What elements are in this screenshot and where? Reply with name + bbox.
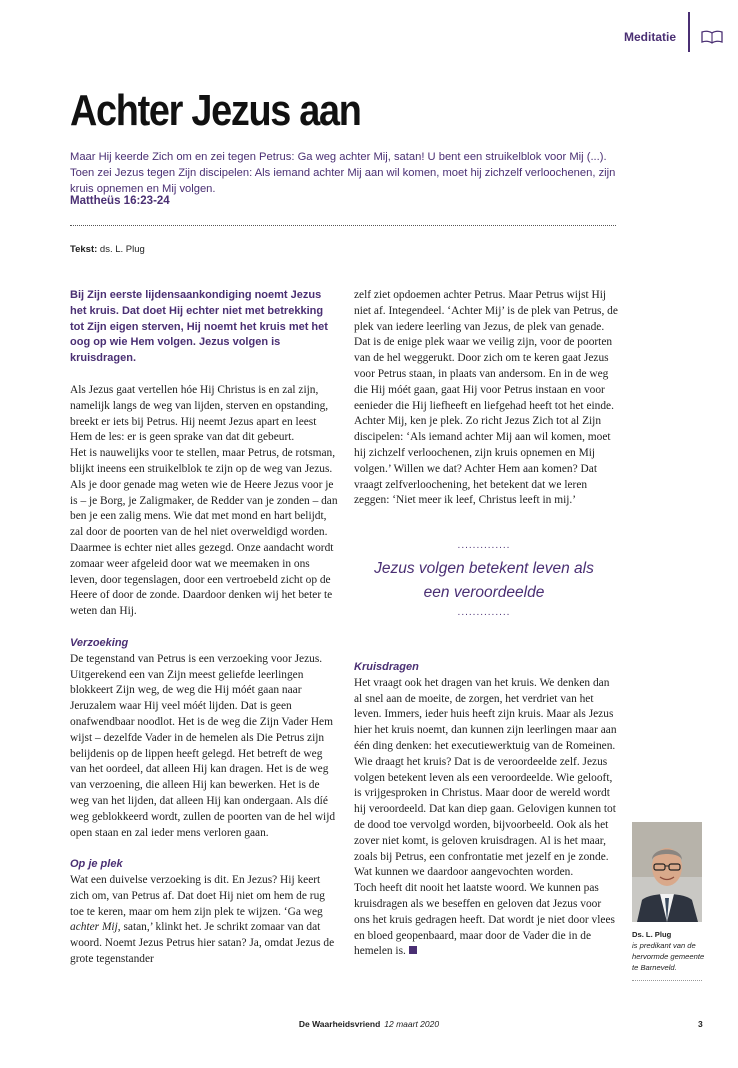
pull-quote-text: Jezus volgen betekent leven als een veroordeelde bbox=[374, 560, 594, 601]
body-paragraph: De tegenstand van Petrus is een verzoeking voor Jezus. Uitgerekend een van Zijn meest geliefde leerlingen blokkeert Zijn weg, de weg die Hij móét gaan naar Jeruzalem waar Hij veel móét lijden. Dat is geen onafwendbaar noodlot. Het is de weg die Zijn Vader Hem wijst – dezelfde Vader in de hemelen als Die Petrus zijn belijdenis op de lippen heeft gelegd. Het betreft de weg van het oordeel, dat alleen Hij kan dragen. Het is de weg van verzoening, die alleen Hij kan bewerken. Het is de weg van het lijden, dat alleen Hij kan ondergaan. Als díé weg geblokkeerd wordt, zullen de poorten van de hel wijd open staan en zal ieder mens verloren gaan. bbox=[70, 652, 336, 839]
subheading-verzoeking: Verzoeking bbox=[70, 636, 129, 649]
body-paragraph: Toch heeft dit nooit het laatste woord. We kunnen pas kruisdragen als we beseffen en geloven dat Jezus voor ons het kruis gedragen heeft. Dat wordt je niet door vlees en bloed geopenbaard, maar door de Vader die in de hemelen is. bbox=[354, 882, 615, 958]
body-paragraph: zelf ziet opdoemen achter Petrus. Maar Petrus wijst Hij niet af. Integendeel. ‘Achter Mij’ is de plek van Petrus, de plek van iedere leerling van Jezus, de plek van genade. Dat is de enige plek waar we veilig zijn, voor de poorten van de hel weggerukt. Door zich om te keren gaat Jezus voor Petrus staan, in plaats van andersom. En in de weg die Hij móét gaan, gaat Hij voor Petrus instaan en voor eenieder die Hij liefheeft en liefgehad heeft tot het einde. bbox=[354, 289, 618, 412]
header-divider bbox=[688, 12, 690, 52]
body-paragraph: Achter Mij, ken je plek. Zo richt Jezus Zich tot al Zijn discipelen: ‘Als iemand achter Mij aan wil komen, moet hij zichzelf verloochenen, zijn kruis opnemen en Mij volgen.’ Willen we dat? Achter Hem aan komen? Dat vraagt zelfverloochening, het betekent dat we leren zeggen: ‘Niet meer ik leef, Christus leeft in mij.’ bbox=[354, 415, 611, 507]
page-number: 3 bbox=[698, 1019, 703, 1029]
footer bbox=[0, 1019, 738, 1029]
author-label: Tekst: bbox=[70, 244, 98, 255]
section-label: Meditatie bbox=[623, 30, 676, 44]
bible-reference: Mattheüs 16:23-24 bbox=[70, 195, 170, 207]
footer-date: 12 maart 2020 bbox=[384, 1019, 440, 1029]
right-column-top bbox=[354, 288, 618, 509]
caption-divider bbox=[632, 980, 702, 981]
dotted-divider bbox=[70, 225, 616, 226]
body-paragraph: Als Jezus gaat vertellen hóe Hij Christus is en zal zijn, namelijk langs de weg van lijden, sterven en opstanding, breekt er iets bij Petrus. Hij neemt Jezus apart en leest Hem de les: er is geen sprake van dat dit gebeurt. bbox=[70, 383, 329, 444]
author-name: ds. L. Plug bbox=[99, 244, 145, 255]
right-column-bottom bbox=[354, 660, 618, 960]
subheading-op-je-plek: Op je plek bbox=[70, 858, 123, 871]
body-paragraph: Het is nauwelijks voor te stellen, maar Petrus, de rotsman, blijkt ineens een struikelblok te zijn op de weg van Jezus. Als je door genade mag weten wie de Heere Jezus voor je is – je Borg, je Zaligmaker, de Redder van je zonden – dan ben je een zalig mens. Wie dat met mond en hart belijdt, zal door de poorten van de hel niet overweldigd worden. bbox=[70, 447, 338, 539]
body-paragraph: Het vraagt ook het dragen van het kruis. We denken dan al snel aan de moeite, de zorgen, het verdriet van het leven. Immers, ieder huis heeft zijn kruis. Maar als Jezus hier het kruis noemt, dan kunnen zijn leerlingen maar aan één ding denken: het executiewerktuig van de Romeinen. bbox=[354, 676, 617, 752]
caption-role: is predikant van de hervormde gemeente te Barneveld. bbox=[632, 941, 705, 972]
end-mark bbox=[409, 946, 417, 954]
pull-quote-dots-top: .............. bbox=[457, 540, 511, 551]
body-paragraph: Daarmee is echter niet alles gezegd. Onze aandacht wordt zomaar weer afgeleid door wat we meemaken in ons leven, door tegenslagen, door een vertroebeld zicht op de Heere of door de zonde. Daardoor denken wij het beter te weten dan Hij. bbox=[70, 541, 334, 618]
photo-caption bbox=[632, 929, 710, 973]
subheading-kruisdragen: Kruisdragen bbox=[354, 661, 419, 673]
pull-quote bbox=[360, 540, 608, 618]
left-column bbox=[70, 288, 340, 968]
open-book-icon bbox=[701, 30, 723, 44]
pull-quote-dots-bottom: .............. bbox=[457, 607, 511, 618]
author-line bbox=[70, 244, 145, 255]
body-paragraph: Wat een duivelse verzoeking is dit. En Jezus? Hij keert zich om, van Petrus af. Dat doet Hij niet om hem de rug toe te keren, maar om hem zijn plek te wijzen. ‘Ga weg achter Mij, satan,’ klinkt het. Je schrikt zomaar van dat woord. Noemt Jezus Petrus hier satan? Ja, omdat Jezus de grote tegenstander bbox=[70, 874, 335, 966]
intro-quote: Maar Hij keerde Zich om en zei tegen Petrus: Ga weg achter Mij, satan! U bent een struikelblok voor Mij (...). Toen zei Jezus tegen Zijn discipelen: Als iemand achter Mij aan wil komen, moet hij zichzelf verloochenen, zijn kruis opnemen en Mij volgen. bbox=[70, 151, 616, 195]
body-paragraph: Wie draagt het kruis? Dat is de veroordeelde zelf. Jezus volgen betekent leven als een veroordeelde. Wie gelooft, is vrijgesproken in Christus. Maar door de wereld wordt hij veroordeeld. Dat kan diep gaan. Gelovigen kunnen tot de dood toe vervolgd worden, bijvoorbeeld. Ook als het zover niet komt, is geloven kruisdragen. Al is het maar, zoals bij Petrus, een confrontatie met jezelf en je zonde. Wat kunnen we daardoor aangevochten worden. bbox=[354, 755, 616, 879]
page-title: Achter Jezus aan bbox=[70, 86, 361, 135]
caption-name: Ds. L. Plug bbox=[632, 930, 672, 939]
author-photo bbox=[632, 822, 702, 922]
footer-magazine: De Waarheidsvriend bbox=[298, 1019, 381, 1029]
lead-paragraph: Bij Zijn eerste lijdensaankondiging noemt Jezus het kruis. Dat doet Hij echter niet met betrekking tot Zijn eigen sterven, Hij noemt het kruis met het oog op wie Hem volgen. Jezus volgen is kruisdragen. bbox=[70, 289, 328, 365]
